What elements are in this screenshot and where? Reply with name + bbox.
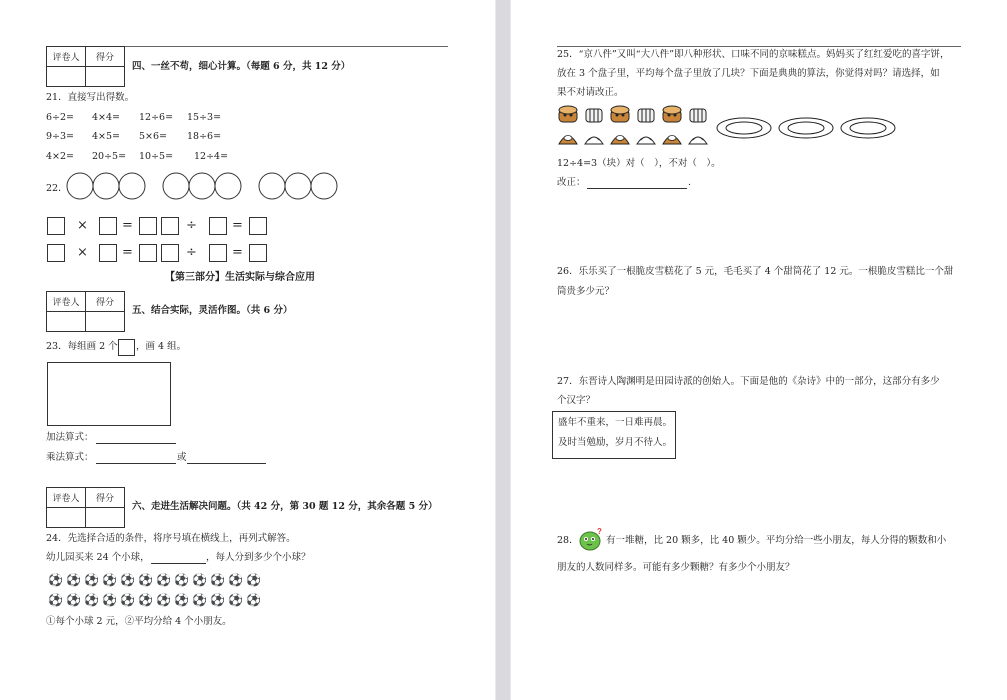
q24-answer-line[interactable] [151, 563, 206, 564]
multiplication-label: 乘法算式： [46, 452, 94, 463]
calc-item: 12÷6= [139, 112, 174, 123]
ball-icon: ⚽ [84, 573, 99, 587]
addition-label: 加法算式： [46, 432, 94, 443]
mascot-icon [578, 527, 604, 551]
score-table [46, 487, 125, 528]
times-sign: × [77, 218, 88, 233]
q25-line-1: 25．“京八件”又叫“大八件”即八种形状、口味不同的京味糕点。妈妈买了红红爱吃的喜字饼， [557, 49, 950, 60]
ball-row-1 [48, 574, 268, 588]
poem-line-2: 及时当勉励，岁月不待人。 [558, 437, 673, 448]
period-mark: . [688, 177, 692, 188]
calc-item: 12÷4= [194, 151, 229, 162]
ball-icon: ⚽ [246, 593, 261, 607]
times-sign: × [77, 245, 88, 260]
answer-box[interactable] [161, 217, 179, 235]
svg-text:?: ? [597, 527, 602, 536]
answer-box[interactable] [99, 244, 117, 262]
calc-item: 15÷3= [187, 112, 222, 123]
poem-box [552, 411, 676, 459]
ball-icon: ⚽ [228, 573, 243, 587]
score-cell[interactable] [86, 508, 125, 528]
q25-line-3: 果不对请改正。 [557, 87, 624, 98]
q27-line-1: 27．东晋诗人陶渊明是田园诗派的创始人。下面是他的《杂诗》中的一部分，这部分有多少 [557, 376, 940, 387]
grader-cell[interactable] [47, 312, 86, 332]
grader-label: 评卷人 [47, 47, 86, 67]
calc-item: 4×2= [46, 151, 75, 162]
ball-icon: ⚽ [156, 573, 171, 587]
q23-text-a: 23．每组画 2 个 [46, 341, 118, 352]
ball-icon: ⚽ [66, 573, 81, 587]
ball-icon: ⚽ [48, 573, 63, 587]
q23-text-b: ，画 4 组。 [136, 341, 187, 352]
answer-box[interactable] [47, 217, 65, 235]
grader-cell[interactable] [47, 67, 86, 87]
page-gap [496, 0, 510, 700]
ball-row-2 [48, 594, 268, 608]
score-cell[interactable] [86, 312, 125, 332]
q28-line-2: 朋友的人数同样多。可能有多少颗糖？有多少个小朋友？ [557, 562, 795, 573]
ball-icon: ⚽ [192, 593, 207, 607]
addition-answer-line[interactable] [96, 443, 176, 444]
section-5-title: 五、结合实际，灵活作图。（共 6 分） [132, 305, 293, 316]
q28-number: 28． [557, 535, 579, 546]
ball-icon: ⚽ [120, 593, 135, 607]
ball-icon: ⚽ [174, 593, 189, 607]
drawing-area[interactable] [47, 362, 171, 426]
part-3-title: 【第三部分】生活实际与综合应用 [165, 272, 315, 283]
ball-icon: ⚽ [48, 593, 63, 607]
ball-icon: ⚽ [174, 573, 189, 587]
ball-icon: ⚽ [138, 593, 153, 607]
ball-icon: ⚽ [210, 593, 225, 607]
ball-icon: ⚽ [120, 573, 135, 587]
answer-box[interactable] [47, 244, 65, 262]
multiplication-answer-line-1[interactable] [96, 463, 176, 464]
q21-text: 21．直接写出得数。 [46, 92, 135, 103]
calc-item: 20÷5= [92, 151, 127, 162]
score-table [46, 46, 125, 87]
q24-line-a: 幼儿园买来 24 个小球， [46, 552, 150, 563]
ball-icon: ⚽ [246, 573, 261, 587]
answer-box[interactable] [249, 244, 267, 262]
ball-icon: ⚽ [192, 573, 207, 587]
ball-icon: ⚽ [102, 593, 117, 607]
q28-line-1: 有一堆糖，比 20 颗多，比 40 颗少。平均分给一些小朋友，每人分得的颗数和小 [606, 535, 947, 546]
ball-icon: ⚽ [156, 593, 171, 607]
q24-options: ①每个小球 2 元，②平均分给 4 个小朋友。 [46, 616, 232, 627]
left-page [0, 0, 495, 700]
calc-item: 4×5= [92, 131, 121, 142]
calc-item: 18÷6= [187, 131, 222, 142]
score-table [46, 291, 125, 332]
q25-line-2: 放在 3 个盘子里，平均每个盘子里放了几块？下面是典典的算法，你觉得对吗？请选择，如 [557, 68, 940, 79]
score-label: 得分 [86, 47, 125, 67]
q25-fix-line[interactable] [587, 188, 687, 189]
q26-line-2: 筒贵多少元？ [557, 286, 615, 297]
ball-icon: ⚽ [138, 573, 153, 587]
answer-box[interactable] [139, 217, 157, 235]
answer-box[interactable] [161, 244, 179, 262]
q24-line-b: ，每人分到多少个小球？ [206, 552, 311, 563]
score-label: 得分 [86, 292, 125, 312]
calc-item: 9÷3= [46, 131, 75, 142]
q27-line-2: 个汉字？ [557, 395, 596, 406]
answer-box[interactable] [139, 244, 157, 262]
cakes-and-plates [557, 104, 927, 150]
q22-text: 22． [46, 183, 68, 194]
grader-label: 评卷人 [47, 292, 86, 312]
calc-item: 5×6= [139, 131, 168, 142]
or-label: 或 [177, 452, 187, 463]
circle-groups [62, 168, 344, 204]
answer-box[interactable] [209, 217, 227, 235]
grader-cell[interactable] [47, 508, 86, 528]
ball-icon: ⚽ [84, 593, 99, 607]
q24-text: 24．先选择合适的条件，将序号填在横线上，再列式解答。 [46, 533, 296, 544]
calc-item: 10÷5= [139, 151, 174, 162]
equals-sign: = [122, 245, 133, 260]
q25-fix-label: 改正： [557, 177, 586, 188]
answer-box[interactable] [249, 217, 267, 235]
equals-sign: = [122, 218, 133, 233]
multiplication-answer-line-2[interactable] [187, 463, 266, 464]
divide-sign: ÷ [186, 218, 197, 233]
q25-calc: 12÷4=3（块）对（ ），不对（ ）。 [557, 158, 721, 169]
header-rule [557, 46, 961, 47]
answer-box[interactable] [209, 244, 227, 262]
ball-icon: ⚽ [66, 593, 81, 607]
ball-icon: ⚽ [228, 593, 243, 607]
section-4-title: 四、一丝不苟，细心计算。（每题 6 分，共 12 分） [132, 61, 351, 72]
calc-item: 6÷2= [46, 112, 75, 123]
answer-box[interactable] [99, 217, 117, 235]
divide-sign: ÷ [186, 245, 197, 260]
right-page [511, 0, 1007, 700]
score-cell[interactable] [86, 67, 125, 87]
score-label: 得分 [86, 488, 125, 508]
poem-line-1: 盛年不重来，一日难再晨。 [558, 417, 673, 428]
equals-sign: = [232, 218, 243, 233]
q26-line-1: 26．乐乐买了一根脆皮雪糕花了 5 元，毛毛买了 4 个甜筒花了 12 元。一根脆皮雪糕比一个甜 [557, 266, 954, 277]
calc-item: 4×4= [92, 112, 121, 123]
equals-sign: = [232, 245, 243, 260]
symbol-box [118, 339, 135, 356]
ball-icon: ⚽ [102, 573, 117, 587]
section-6-title: 六、走进生活解决问题。（共 42 分，第 30 题 12 分，其余各题 5 分） [132, 501, 438, 512]
grader-label: 评卷人 [47, 488, 86, 508]
ball-icon: ⚽ [210, 573, 225, 587]
